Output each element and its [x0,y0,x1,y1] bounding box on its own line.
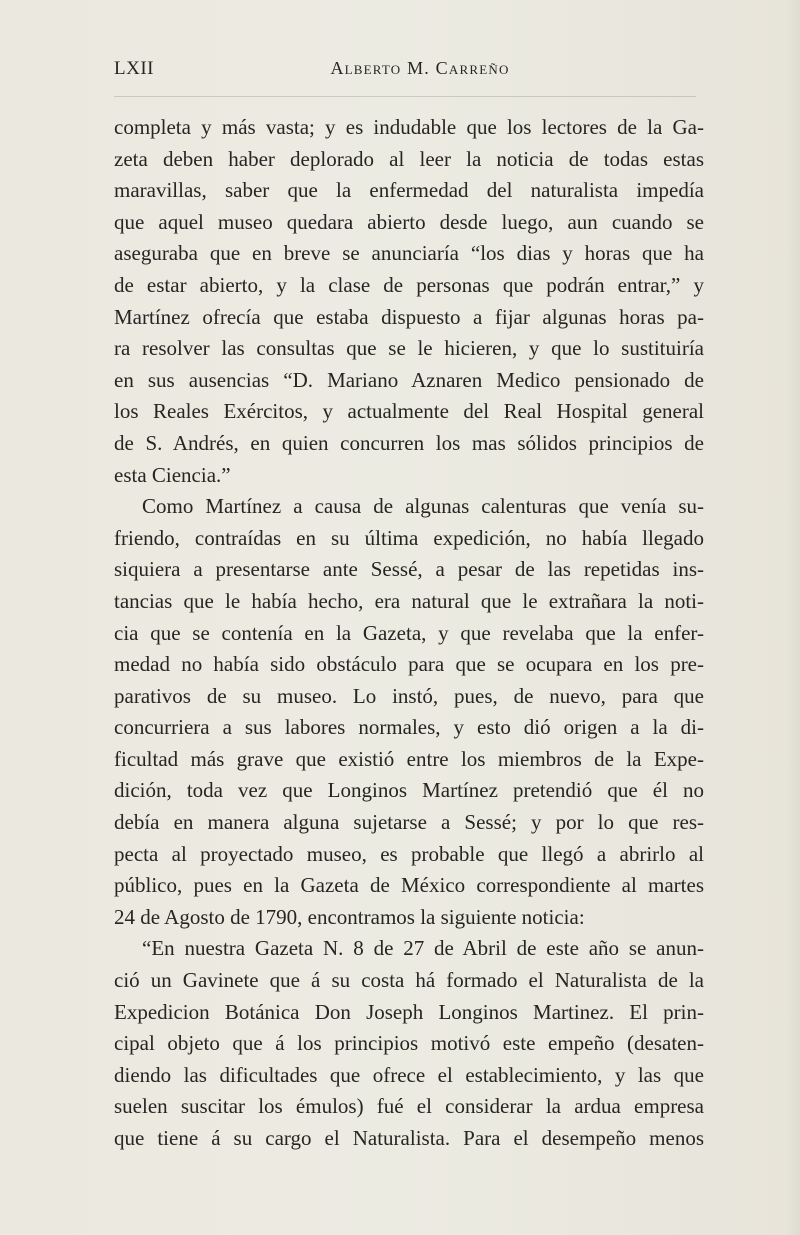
text-line: tancias que le había hecho, era natural que le extrañara la noti- [114,588,704,613]
text-line: siquiera a presentarse ante Sessé, a pesar de las repetidas ins- [114,557,704,582]
text-line: completa y más vasta; y es indudable que los lectores de la Ga- [114,115,704,139]
text-line: friendo, contraídas en su última expedición, no había llegado [114,525,704,550]
text-line: de S. Andrés, en quien concurren los mas sólidos principios de [114,430,704,455]
text-line: los Reales Exércitos, y actualmente del Real Hospital general [114,399,704,424]
text-line: Expedicion Botánica Don Joseph Longinos Martinez. El prin- [114,999,704,1024]
page-header [114,58,684,88]
text-line: esta Ciencia.” [114,462,231,487]
text-line: debía en manera alguna sujetarse a Sessé; y por lo que res- [114,810,704,835]
text-line: dición, toda vez que Longinos Martínez pretendió que él no [114,778,704,803]
text-line: suelen suscitar los émulos) fué el considerar la ardua empresa [114,1094,704,1119]
body-text [114,112,704,1155]
text-line: cia que se contenía en la Gazeta, y que revelaba que la enfer- [114,620,704,645]
page-edge-shadow [786,0,800,1235]
text-line: público, pues en la Gazeta de México correspondiente al martes [114,873,704,898]
text-line: 24 de Agosto de 1790, encontramos la siguiente noticia: [114,904,585,929]
text-line: ra resolver las consultas que se le hicieren, y que lo sustituiría [114,336,704,361]
header-rule [114,96,696,97]
text-line: maravillas, saber que la enfermedad del naturalista impedía [114,178,704,203]
text-line: medad no había sido obstáculo para que se ocupara en los pre- [114,652,704,677]
text-line: ficultad más grave que existió entre los miembros de la Expe- [114,746,704,771]
text-line: en sus ausencias “D. Mariano Aznaren Medico pensionado de [114,367,704,392]
text-line: pecta al proyectado museo, es probable que llegó a abrirlo al [114,841,704,866]
page-number: LXII [114,58,154,79]
text-line: aseguraba que en breve se anunciaría “los dias y horas que ha [114,241,704,266]
text-line: Como Martínez a causa de algunas calenturas que venía su- [142,494,704,519]
text-line: diendo las dificultades que ofrece el establecimiento, y las que [114,1062,704,1087]
text-line: Martínez ofrecía que estaba dispuesto a fijar algunas horas pa- [114,304,704,329]
text-line: que aquel museo quedara abierto desde luego, aun cuando se [114,209,704,234]
text-line: parativos de su museo. Lo instó, pues, de nuevo, para que [114,683,704,708]
text-line: de estar abierto, y la clase de personas que podrán entrar,” y [114,272,704,297]
text-line: concurriera a sus labores normales, y esto dió origen a la di- [114,715,704,740]
text-line: ció un Gavinete que á su costa há formado el Naturalista de la [114,968,704,993]
text-line: zeta deben haber deplorado al leer la noticia de todas estas [114,146,704,171]
text-line: que tiene á su cargo el Naturalista. Para el desempeño menos [114,1126,704,1150]
running-head: Alberto M. Carreño [330,58,510,78]
text-line: cipal objeto que á los principios motivó este empeño (desaten- [114,1031,704,1056]
text-line: “En nuestra Gazeta N. 8 de 27 de Abril de este año se anun- [142,936,704,961]
